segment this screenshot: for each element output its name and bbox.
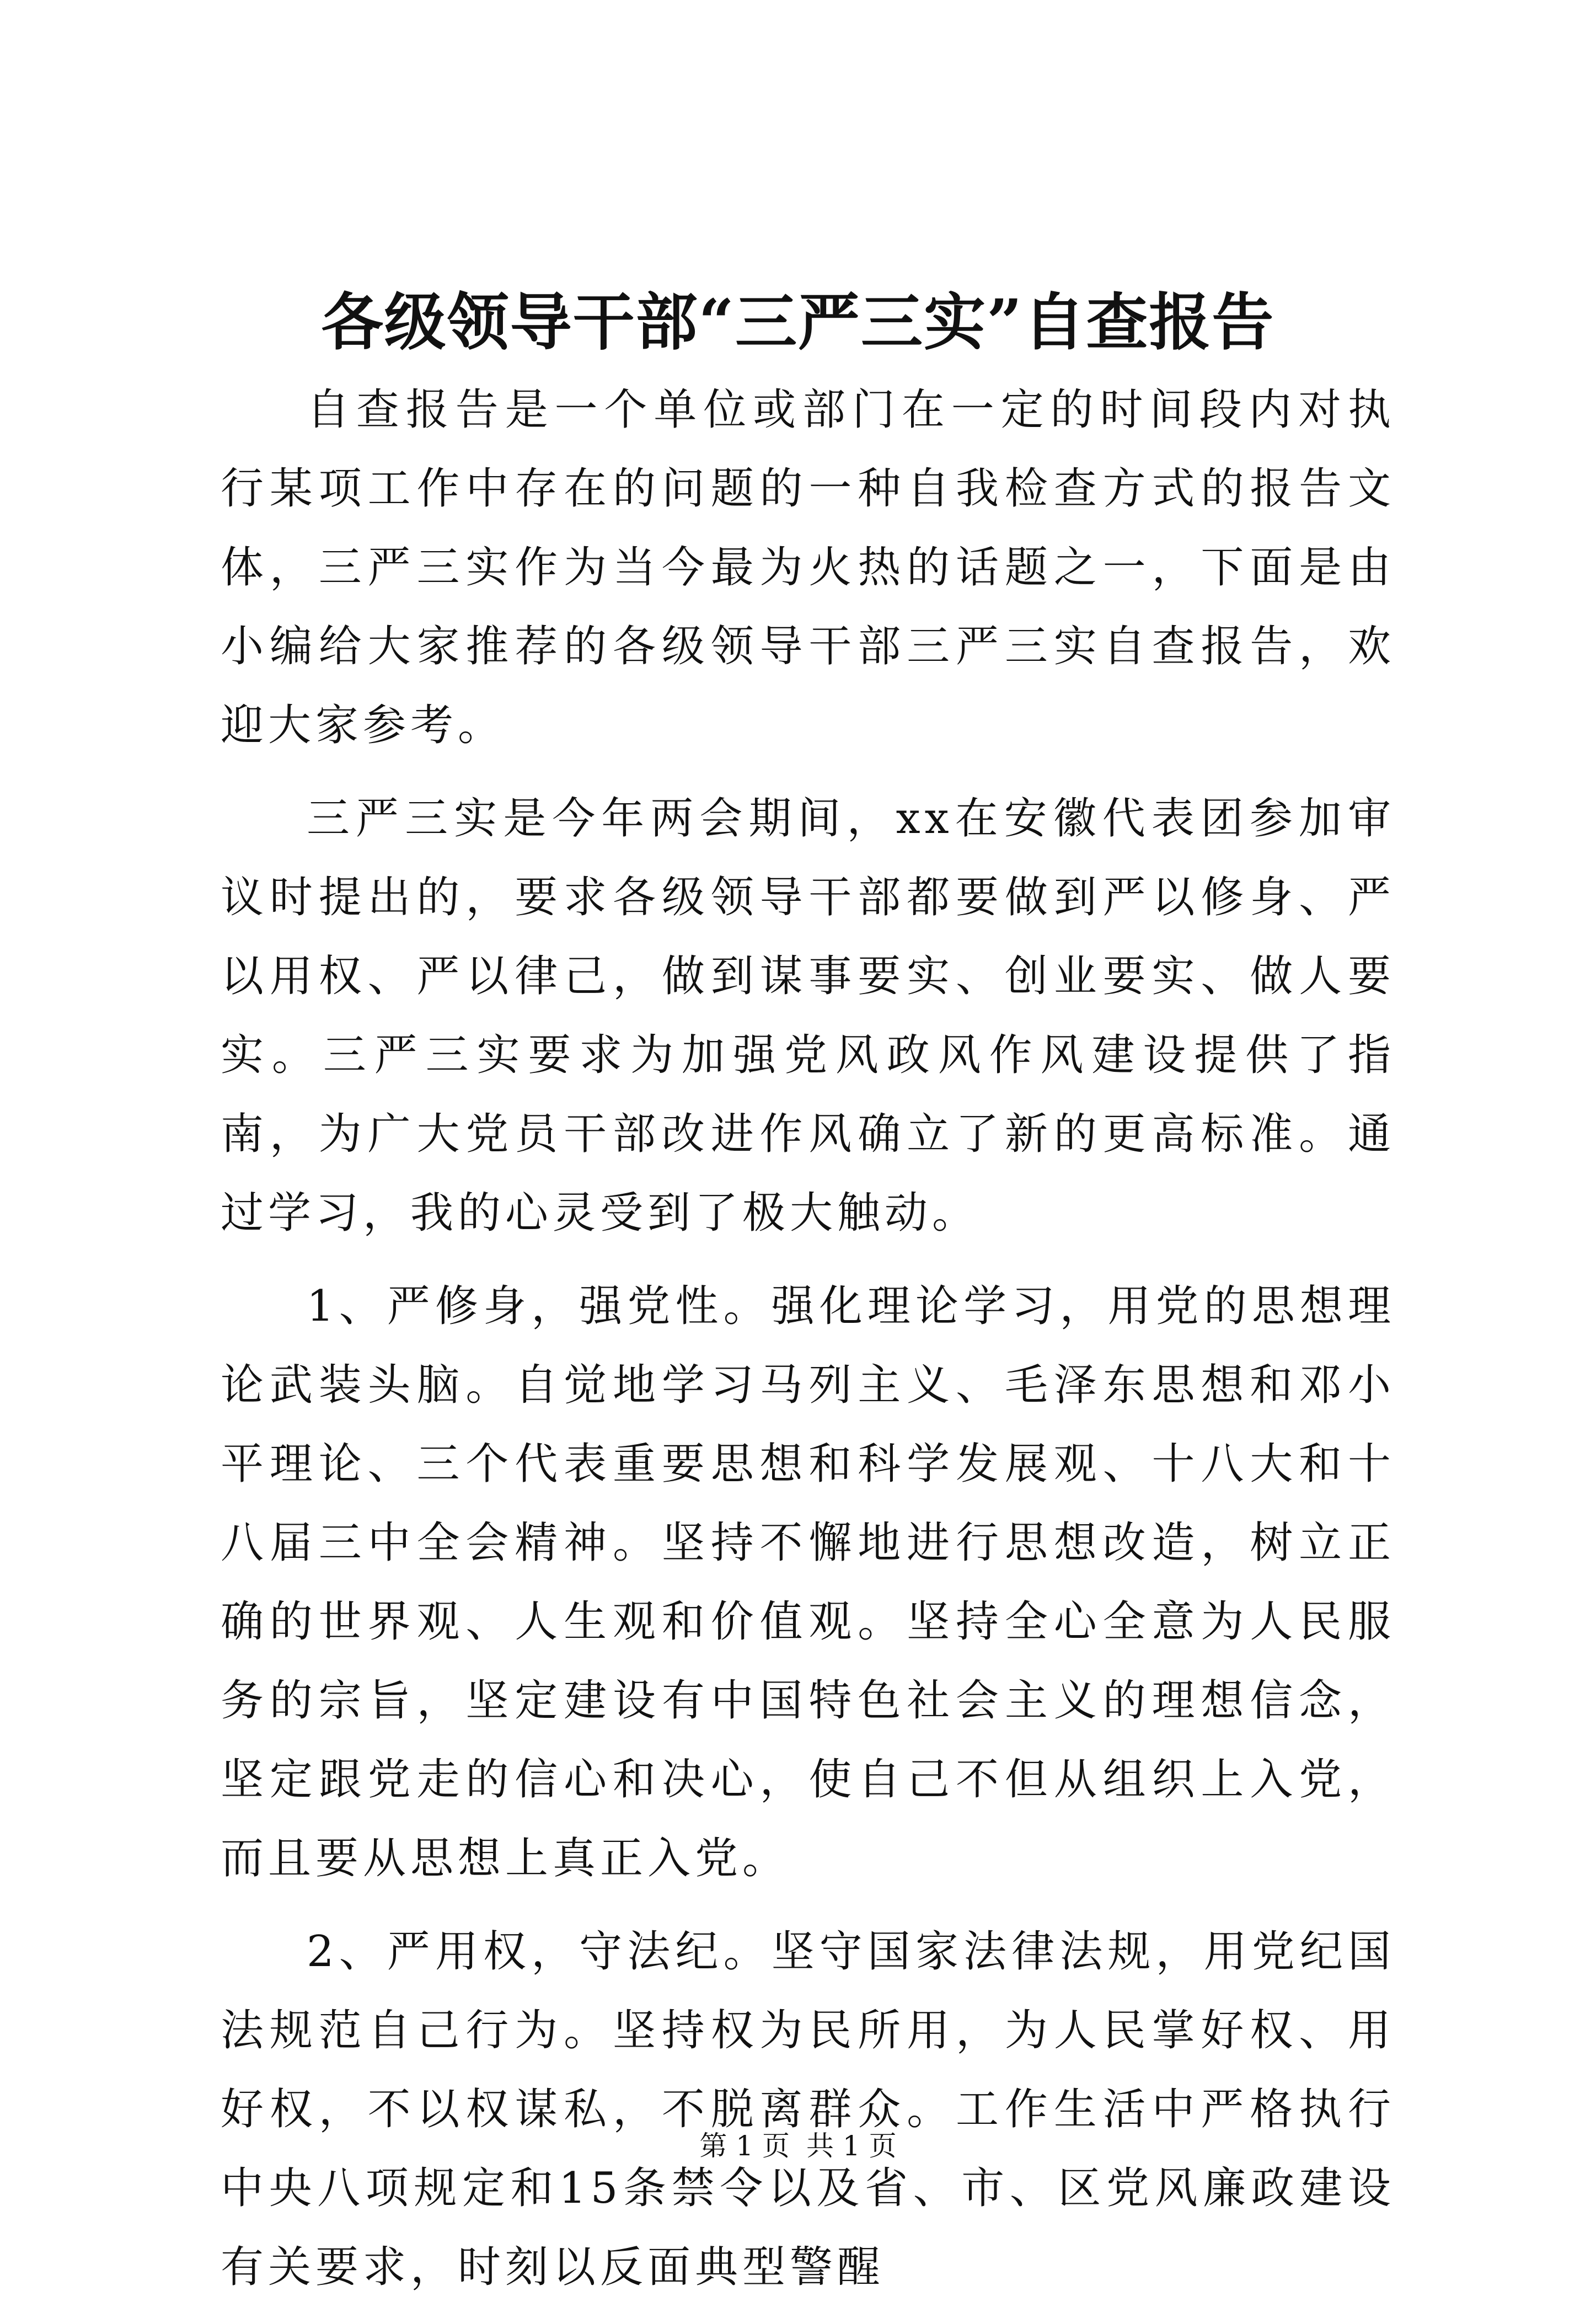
page-footer — [0, 2127, 1596, 2165]
document-body — [221, 371, 1395, 2307]
page-total: 共 1 页 — [806, 2130, 897, 2162]
paragraph-background: 三严三实是今年两会期间，xx在安徽代表团参加审议时提出的，要求各级领导干部都要做到严以修身、严以用权、严以律己，做到谋事要实、创业要实、做人要实。三严三实要求为加强党风政风作风建设提供了指南，为广大党员干部改进作风确立了新的更高标准。通过学习，我的心灵受到了极大触动。 — [221, 794, 1395, 1238]
document-title: 各级领导干部“三严三实”自查报告 — [321, 286, 1275, 359]
paragraph-item-2: 2、严用权，守法纪。坚守国家法律法规，用党纪国法规范自己行为。坚持权为民所用，为人民掌好权、用好权，不以权谋私，不脱离群众。工作生活中严格执行中央八项规定和15条禁令以及省、市、区党风廉政建设有关要求，时刻以反面典型警醒 — [221, 1927, 1395, 2292]
paragraph-item-1: 1、严修身，强党性。强化理论学习，用党的思想理论武装头脑。自觉地学习马列主义、毛泽东思想和邓小平理论、三个代表重要思想和科学发展观、十八大和十八届三中全会精神。坚持不懈地进行思想改造，树立正确的世界观、人生观和价值观。坚持全心全意为人民服务的宗旨，坚定建设有中国特色社会主义的理想信念，坚定跟党走的信心和决心，使自己不但从组织上入党，而且要从思想上真正入党。 — [221, 1281, 1395, 1883]
paragraph-intro: 自查报告是一个单位或部门在一定的时间段内对执行某项工作中存在的问题的一种自我检查方式的报告文体，三严三实作为当今最为火热的话题之一，下面是由小编给大家推荐的各级领导干部三严三实自查报告，欢迎大家参考。 — [221, 385, 1395, 750]
page-number: 第 1 页 — [699, 2130, 790, 2162]
